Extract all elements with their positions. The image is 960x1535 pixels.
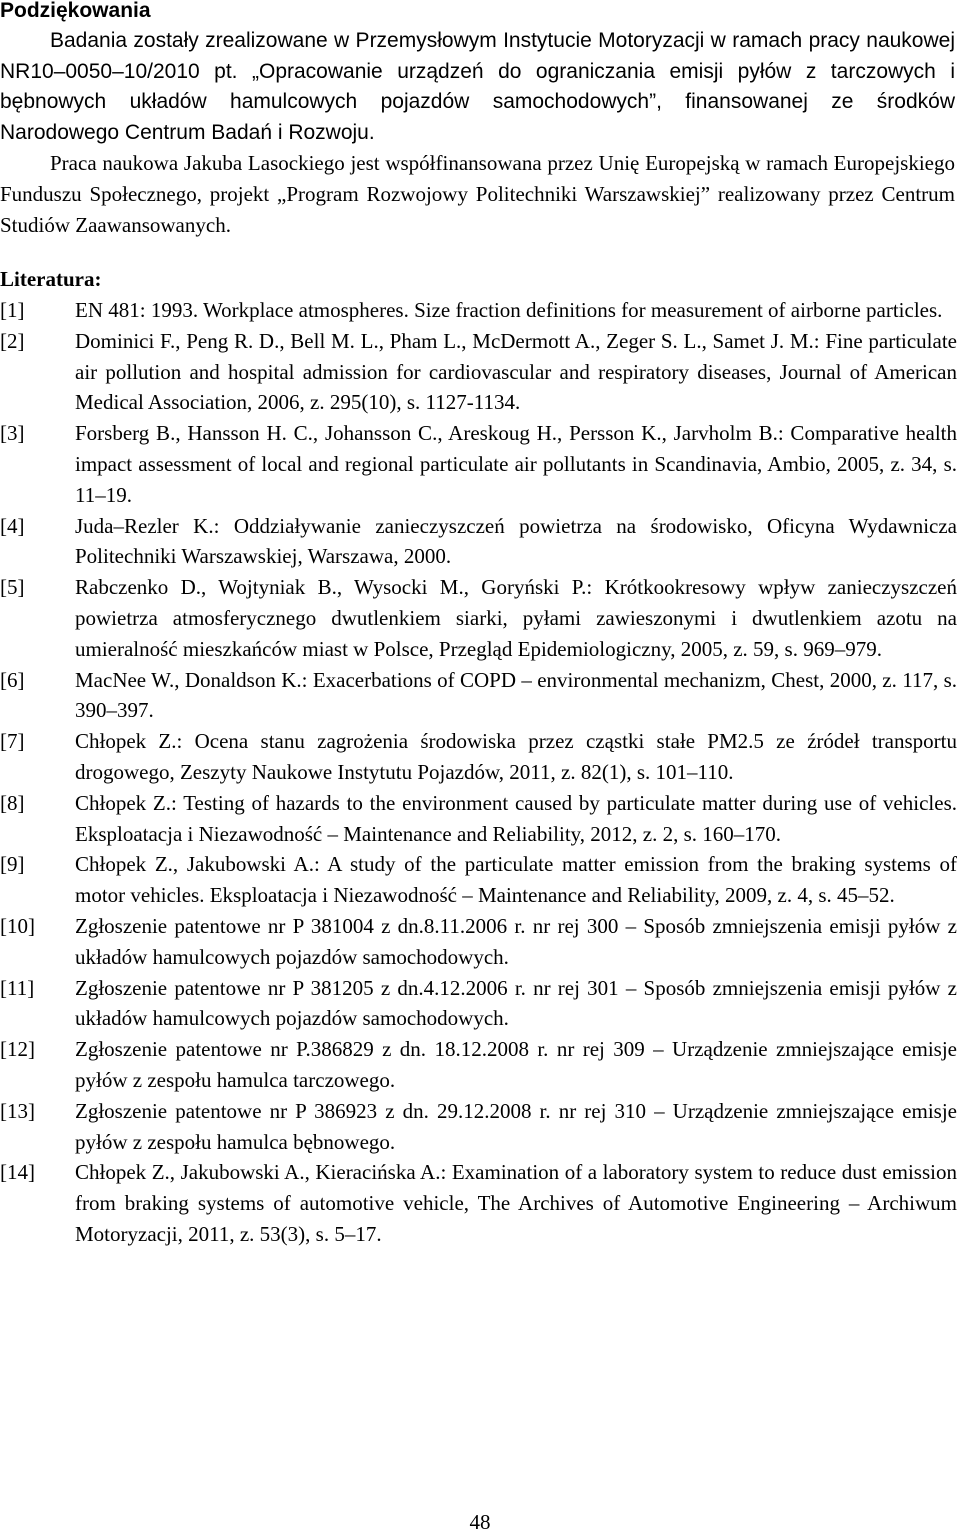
reference-item: [0, 1157, 957, 1249]
reference-number: [8]: [0, 790, 25, 815]
reference-number: [10]: [0, 913, 35, 938]
page-number: 48: [469, 1510, 491, 1534]
reference-text: Chłopek Z., Jakubowski A., Kieracińska A.: Examination of a laboratory system to reduce dust emission from braking systems of automotive vehicle, The Archives of Automotive Engineering – Archiwum Motoryzacji, 2011, z. 53(3), s. 5–17.: [75, 1160, 957, 1246]
acknowledgements-heading: Podziękowania: [0, 0, 151, 22]
reference-text: Zgłoszenie patentowe nr P 381205 z dn.4.12.2006 r. nr rej 301 – Sposób zmniejszenia emisji pyłów z układów hamulcowych pojazdów samochodowych.: [75, 975, 957, 1031]
reference-number: [5]: [0, 575, 25, 600]
reference-number: [2]: [0, 328, 25, 353]
reference-item: [0, 911, 957, 973]
reference-item: [0, 973, 957, 1035]
reference-item: [0, 1096, 957, 1158]
reference-text: MacNee W., Donaldson K.: Exacerbations of COPD – environmental mechanizm, Chest, 2000, z. 117, s. 390–397.: [75, 667, 957, 723]
literature-heading: Literatura:: [0, 267, 102, 291]
reference-number: [14]: [0, 1160, 35, 1185]
reference-number: [1]: [0, 298, 25, 322]
reference-text: Chłopek Z.: Testing of hazards to the environment caused by particulate matter during use of vehicles. Eksploatacja i Niezawodność – Maintenance and Reliability, 2012, z. 2, s. 160–170.: [75, 790, 957, 846]
reference-text: Dominici F., Peng R. D., Bell M. L., Pham L., McDermott A., Zeger S. L., Samet J. M.: Fine particulate air pollution and hospital admission for cardiovascular and respiratory diseases, Journal of American Medical Association, 2006, z. 295(10), s. 1127-1134.: [75, 328, 957, 415]
reference-item: [0, 1034, 957, 1096]
reference-number: [13]: [0, 1098, 35, 1123]
reference-text: Rabczenko D., Wojtyniak B., Wysocki M., Goryński P.: Krótkookresowy wpływ zanieczyszczeń powietrza atmosferycznego dwutlenkiem siarki, pyłami zawieszonymi i dwutlenkiem azotu na umieralność mieszkańców miast w Polsce, Przegląd Epidemiologiczny, 2005, z. 59, s. 969–979.: [75, 575, 957, 661]
reference-number: [6]: [0, 667, 25, 692]
reference-item: [0, 418, 957, 510]
reference-item: [0, 849, 957, 911]
reference-text: Juda–Rezler K.: Oddziaływanie zanieczyszczeń powietrza na środowisko, Oficyna Wydawnicza Politechniki Warszawskiej, Warszawa, 2000.: [75, 513, 957, 569]
reference-text: Zgłoszenie patentowe nr P 381004 z dn.8.11.2006 r. nr rej 300 – Sposób zmniejszenia emisji pyłów z układów hamulcowych pojazdów samochodowych.: [75, 913, 957, 969]
reference-item: [0, 511, 957, 573]
reference-item: [0, 326, 957, 418]
reference-item: [0, 572, 957, 664]
acknowledgements-paragraph-1: Badania zostały zrealizowane w Przemysłowym Instytucie Motoryzacji w ramach pracy naukowej NR10–0050–10/2010 pt. „Opracowanie urządzeń do ograniczania emisji pyłów z tarczowych i bębnowych układów hamulcowych pojazdów samochodowych”, finansowanej ze środków Narodowego Centrum Badań i Rozwoju.: [0, 29, 955, 144]
reference-item: [0, 726, 957, 788]
reference-number: [4]: [0, 513, 25, 538]
reference-number: [12]: [0, 1037, 35, 1062]
reference-text: Chłopek Z.: Ocena stanu zagrożenia środowiska przez cząstki stałe PM2.5 ze źródeł transportu drogowego, Zeszyty Naukowe Instytutu Pojazdów, 2011, z. 82(1), s. 101–110.: [75, 729, 957, 784]
reference-number: [9]: [0, 852, 25, 877]
reference-text: Zgłoszenie patentowe nr P.386829 z dn. 18.12.2008 r. nr rej 309 – Urządzenie zmniejszające emisje pyłów z zespołu hamulca tarczowego.: [75, 1037, 957, 1092]
reference-text: Chłopek Z., Jakubowski A.: A study of the particulate matter emission from the braking systems of motor vehicles. Eksploatacja i Niezawodność – Maintenance and Reliability, 2009, z. 4, s. 45–52.: [75, 852, 957, 908]
reference-item: [0, 295, 957, 326]
reference-text: Forsberg B., Hansson H. C., Johansson C., Areskoug H., Persson K., Jarvholm B.: Comparative health impact assessment of local and regional particulate air pollutants in Scandinavia, Ambio, 2005, z. 34, s. 11–19.: [75, 421, 957, 507]
reference-number: [3]: [0, 421, 25, 446]
reference-item: [0, 665, 957, 727]
reference-text: EN 481: 1993. Workplace atmospheres. Size fraction definitions for measurement of airborne particles.: [75, 298, 943, 322]
reference-list: [0, 295, 957, 1250]
acknowledgements-paragraph-2: Praca naukowa Jakuba Lasockiego jest współfinansowana przez Unię Europejską w ramach Europejskiego Funduszu Społecznego, projekt „Program Rozwojowy Politechniki Warszawskiej” realizowany przez Centrum Studiów Zaawansowanych.: [0, 151, 955, 237]
reference-number: [11]: [0, 975, 35, 1000]
reference-text: Zgłoszenie patentowe nr P 386923 z dn. 29.12.2008 r. nr rej 310 – Urządzenie zmniejszające emisje pyłów z zespołu hamulca bębnowego.: [75, 1098, 957, 1154]
reference-item: [0, 788, 957, 850]
reference-number: [7]: [0, 729, 25, 754]
